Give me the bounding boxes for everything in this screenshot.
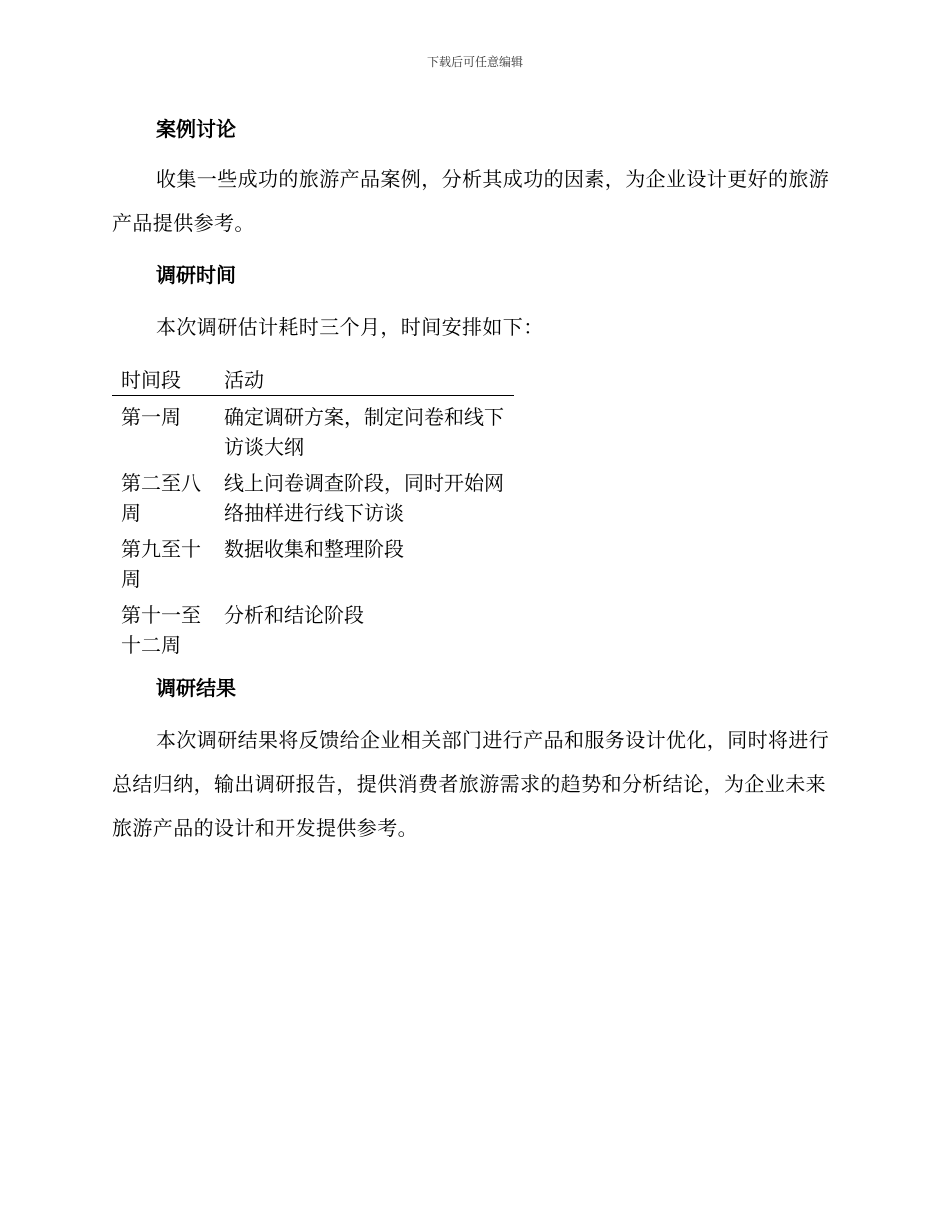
table-cell-activity: 线上问卷调查阶段，同时开始网络抽样进行线下访谈 [224,471,504,525]
paragraph-research-results: 本次调研结果将反馈给企业相关部门进行产品和服务设计优化，同时将进行总结归纳，输出调研报告，提供消费者旅游需求的趋势和分析结论，为企业未来旅游产品的设计和开发提供参考。 [112,728,830,840]
table-cell-activity: 确定调研方案，制定问卷和线下访谈大纲 [224,405,504,459]
column-header-activity: 活动 [215,361,514,396]
table-cell-activity: 数据收集和整理阶段 [224,537,404,561]
table-header-row [112,361,514,396]
table-cell-period: 第二至八周 [121,471,201,525]
table-row [112,530,514,596]
page-header-note: 下载后可任意编辑 [426,55,523,69]
table-row [112,596,514,662]
paragraph-case-discussion: 收集一些成功的旅游产品案例，分析其成功的因素，为企业设计更好的旅游产品提供参考。 [112,167,830,235]
table-cell-period: 第一周 [121,405,181,429]
schedule-table [112,361,514,662]
paragraph-research-time: 本次调研估计耗时三个月，时间安排如下： [156,315,544,339]
document-body [112,113,830,850]
section-heading-research-results: 调研结果 [156,676,236,700]
table-cell-activity: 分析和结论阶段 [224,603,364,627]
table-row [112,396,514,465]
section-heading-research-time: 调研时间 [156,263,236,287]
table-row [112,464,514,530]
table-cell-period: 第十一至十二周 [121,603,201,657]
section-heading-case-discussion: 案例讨论 [156,117,236,141]
table-cell-period: 第九至十周 [121,537,201,591]
column-header-period: 时间段 [112,361,215,396]
